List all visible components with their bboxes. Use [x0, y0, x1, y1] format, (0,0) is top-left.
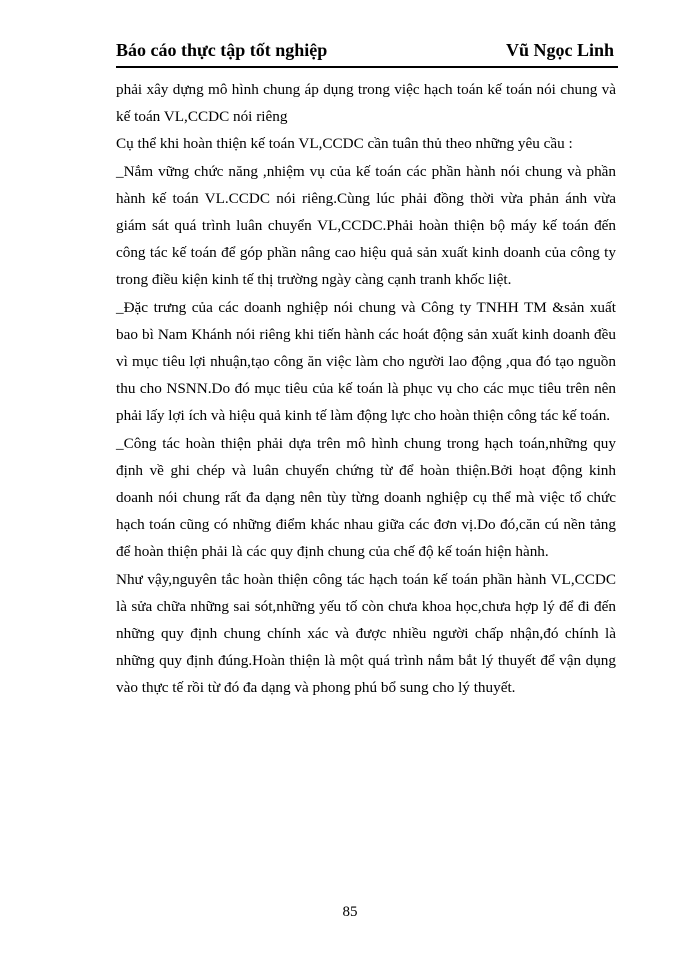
paragraph-requirement-2: _Đặc trưng của các doanh nghiệp nói chung và Công ty TNHH TM &sản xuất bao bì Nam Khánh nói riêng khi tiến hành các hoát động sản xuất kinh doanh đều vì mục tiêu lợi nhuận,tạo công ăn việc làm cho người lao động ,qua đó tạo nguồn thu cho NSNN.Do đó mục tiêu của kế toán là phục vụ cho các mục tiêu trên nên phải lấy lợi ích và hiệu quả kinh tế làm động lực cho hoàn thiện công tác kế toán. — [116, 298, 616, 425]
author-name: Vũ Ngọc Linh — [505, 40, 614, 60]
paragraph-continuation: phải xây dựng mô hình chung áp dụng trong việc hạch toán kế toán nói chung và kế toán VL,CCDC nói riêng — [116, 81, 616, 126]
report-title: Báo cáo thực tập tốt nghiệp — [116, 40, 328, 60]
page-header — [116, 38, 618, 68]
page-number: 85 — [342, 904, 358, 920]
paragraph-requirements-intro: Cụ thể khi hoàn thiện kế toán VL,CCDC cần tuân thủ theo những yêu cầu : — [116, 135, 573, 153]
paragraph-requirement-3: _Công tác hoàn thiện phải dựa trên mô hình chung trong hạch toán,những quy định về ghi chép và luân chuyển chứng từ để hoàn thiện.Bởi hoạt động kinh doanh nói chung rất đa dạng nên tùy từng doanh nghiệp cụ thể mà việc tổ chức hạch toán cũng có những điểm khác nhau giữa các đơn vị.Do đó,căn cú nền tảng để hoàn thiện phải là các quy định chung của chế độ kế toán hiện hành. — [116, 434, 616, 561]
body-text — [116, 76, 616, 702]
paragraph-requirement-1: _Nắm vững chức năng ,nhiệm vụ của kế toán các phần hành nói chung và phần hành kế toán VL.CCDC nói riêng.Cùng lúc phải đồng thời vừa phản ánh vừa giám sát quá trình luân chuyển VL,CCDC.Phải hoàn thiện bộ máy kế toán đến công tác kế toán để góp phần nâng cao hiệu quả sản xuất kinh doanh của công ty trong điều kiện kinh tế thị trường ngày càng cạnh tranh khốc liệt. — [116, 162, 616, 289]
paragraph-conclusion: Như vậy,nguyên tắc hoàn thiện công tác hạch toán kế toán phần hành VL,CCDC là sửa chữa những sai sót,những yếu tố còn chưa khoa học,chưa hợp lý để đi đến những quy định chung chính xác và được nhiều người chấp nhận,đó chính là những quy định đúng.Hoàn thiện là một quá trình nắm bắt lý thuyết để vận dụng vào thực tế rồi từ đó đa dạng và phong phú bổ sung cho lý thuyết. — [116, 570, 616, 697]
